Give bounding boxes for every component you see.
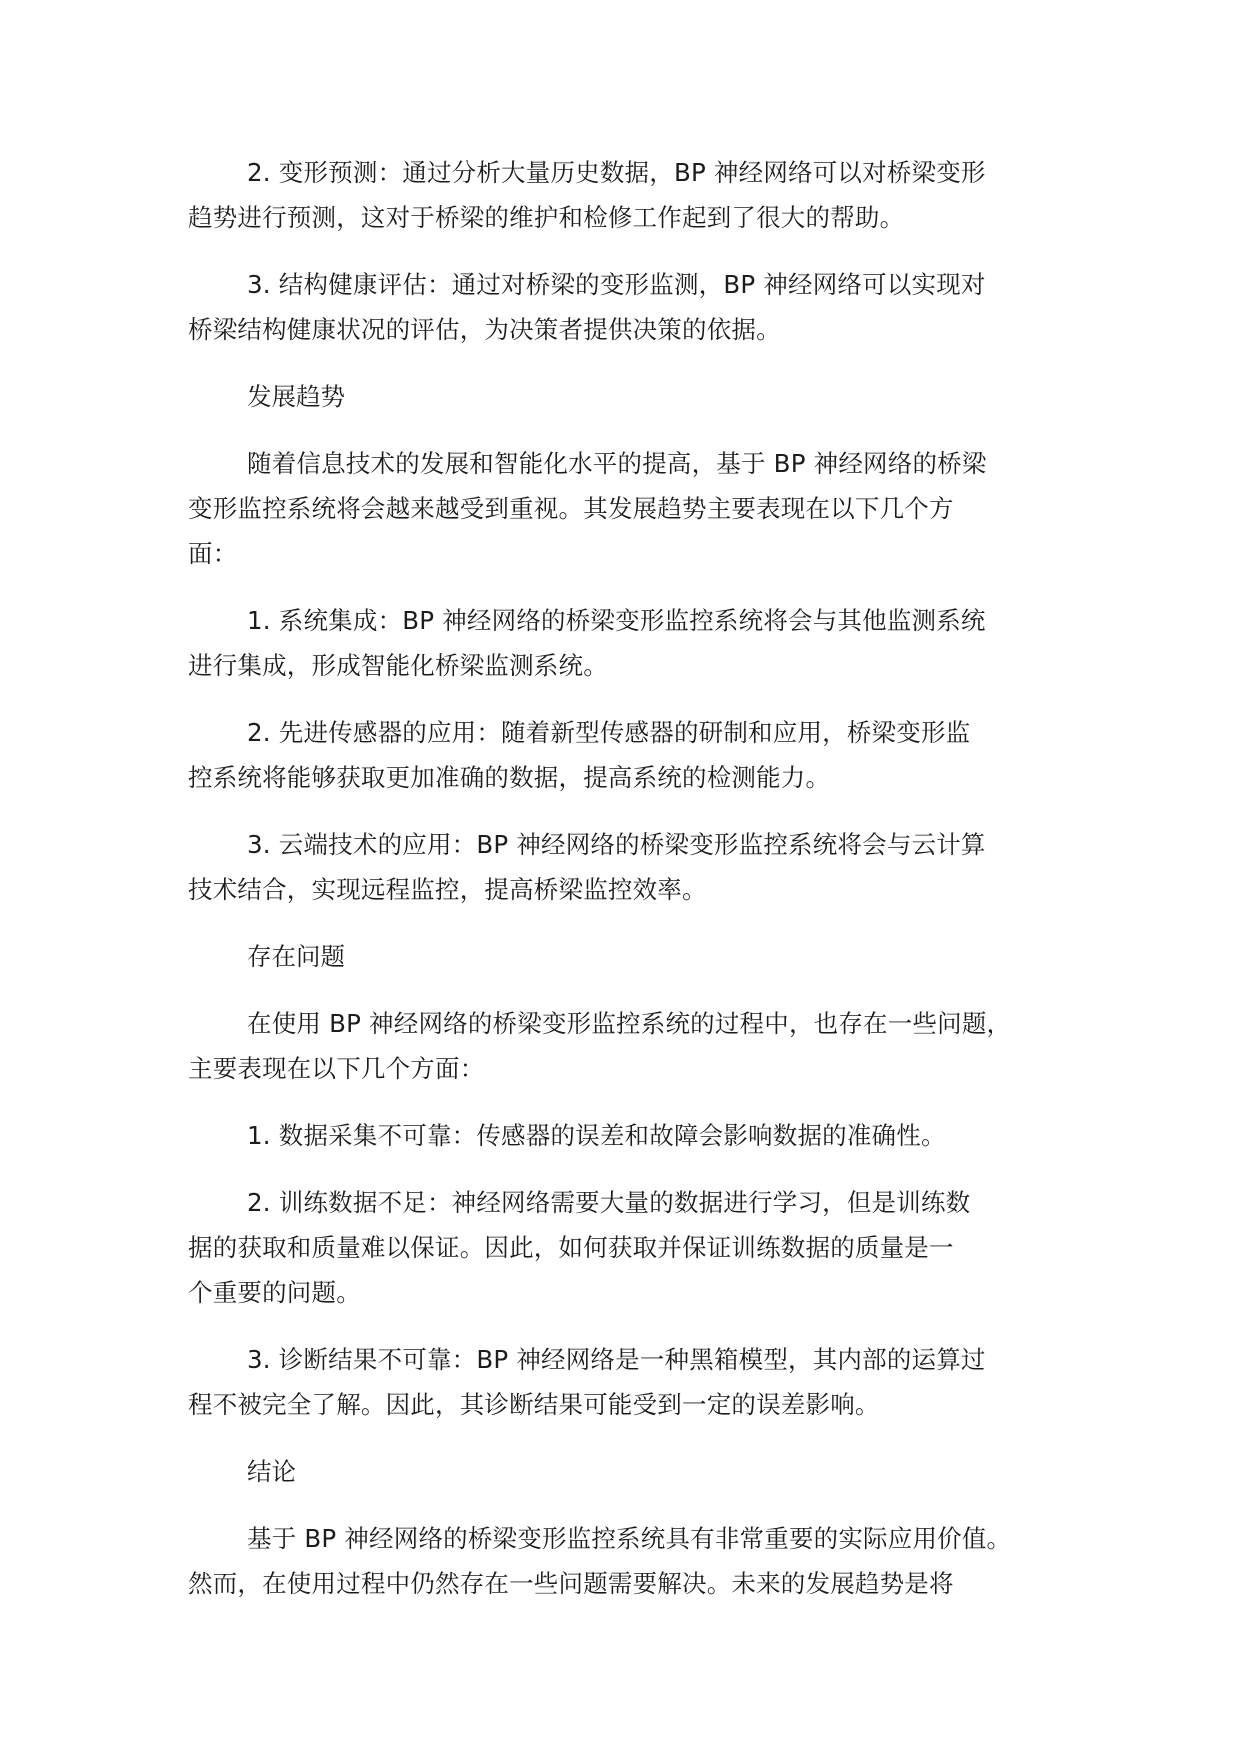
text-line: 主要表现在以下几个方面： — [188, 1054, 485, 1083]
paragraph-cloud-technology — [188, 822, 1088, 912]
heading-text: 存在问题 — [247, 942, 345, 971]
text-line: 1. 数据采集不可靠：传感器的误差和故障会影响数据的准确性。 — [247, 1121, 946, 1150]
paragraph-system-integration — [188, 598, 1088, 688]
paragraph-deformation-prediction — [188, 150, 1088, 240]
section-heading-problems — [188, 934, 1088, 979]
text-line: 程不被完全了解。因此，其诊断结果可能受到一定的误差影响。 — [188, 1390, 880, 1419]
paragraph-data-collection — [188, 1113, 1088, 1158]
text-line: 3. 结构健康评估：通过对桥梁的变形监测，BP 神经网络可以实现对 — [247, 270, 986, 299]
text-line: 控系统将能够获取更加准确的数据，提高系统的检测能力。 — [188, 763, 831, 792]
text-line: 趋势进行预测，这对于桥梁的维护和检修工作起到了很大的帮助。 — [188, 203, 905, 232]
text-line: 2. 先进传感器的应用：随着新型传感器的研制和应用，桥梁变形监 — [247, 718, 971, 747]
paragraph-advanced-sensors — [188, 710, 1088, 800]
text-line: 3. 云端技术的应用：BP 神经网络的桥梁变形监控系统将会与云计算 — [247, 830, 986, 859]
text-line: 个重要的问题。 — [188, 1278, 361, 1307]
paragraph-conclusion — [188, 1516, 1088, 1606]
text-line: 1. 系统集成：BP 神经网络的桥梁变形监控系统将会与其他监测系统 — [247, 606, 986, 635]
heading-text: 结论 — [247, 1457, 296, 1486]
paragraph-problems-intro — [188, 1001, 1088, 1091]
text-line: 随着信息技术的发展和智能化水平的提高，基于 BP 神经网络的桥梁 — [247, 449, 987, 478]
text-line: 桥梁结构健康状况的评估，为决策者提供决策的依据。 — [188, 315, 781, 344]
text-line: 3. 诊断结果不可靠：BP 神经网络是一种黑箱模型，其内部的运算过 — [247, 1345, 986, 1374]
paragraph-trends-intro — [188, 441, 1088, 576]
section-heading-trends — [188, 374, 1088, 419]
text-line: 在使用 BP 神经网络的桥梁变形监控系统的过程中，也存在一些问题， — [247, 1009, 1012, 1038]
document-page — [188, 150, 1088, 1628]
text-line: 进行集成，形成智能化桥梁监测系统。 — [188, 651, 608, 680]
paragraph-diagnosis-results — [188, 1337, 1088, 1427]
text-line: 基于 BP 神经网络的桥梁变形监控系统具有非常重要的实际应用价值。 — [247, 1524, 1012, 1553]
section-heading-conclusion — [188, 1449, 1088, 1494]
heading-text: 发展趋势 — [247, 382, 345, 411]
text-line: 2. 变形预测：通过分析大量历史数据，BP 神经网络可以对桥梁变形 — [247, 158, 986, 187]
text-line: 然而，在使用过程中仍然存在一些问题需要解决。未来的发展趋势是将 — [188, 1569, 954, 1598]
text-line: 变形监控系统将会越来越受到重视。其发展趋势主要表现在以下几个方 — [188, 494, 954, 523]
paragraph-training-data — [188, 1180, 1088, 1315]
text-line: 2. 训练数据不足：神经网络需要大量的数据进行学习，但是训练数 — [247, 1188, 971, 1217]
text-line: 据的获取和质量难以保证。因此，如何获取并保证训练数据的质量是一 — [188, 1233, 954, 1262]
text-line: 技术结合，实现远程监控，提高桥梁监控效率。 — [188, 875, 707, 904]
text-line: 面： — [188, 539, 238, 568]
paragraph-structural-health — [188, 262, 1088, 352]
